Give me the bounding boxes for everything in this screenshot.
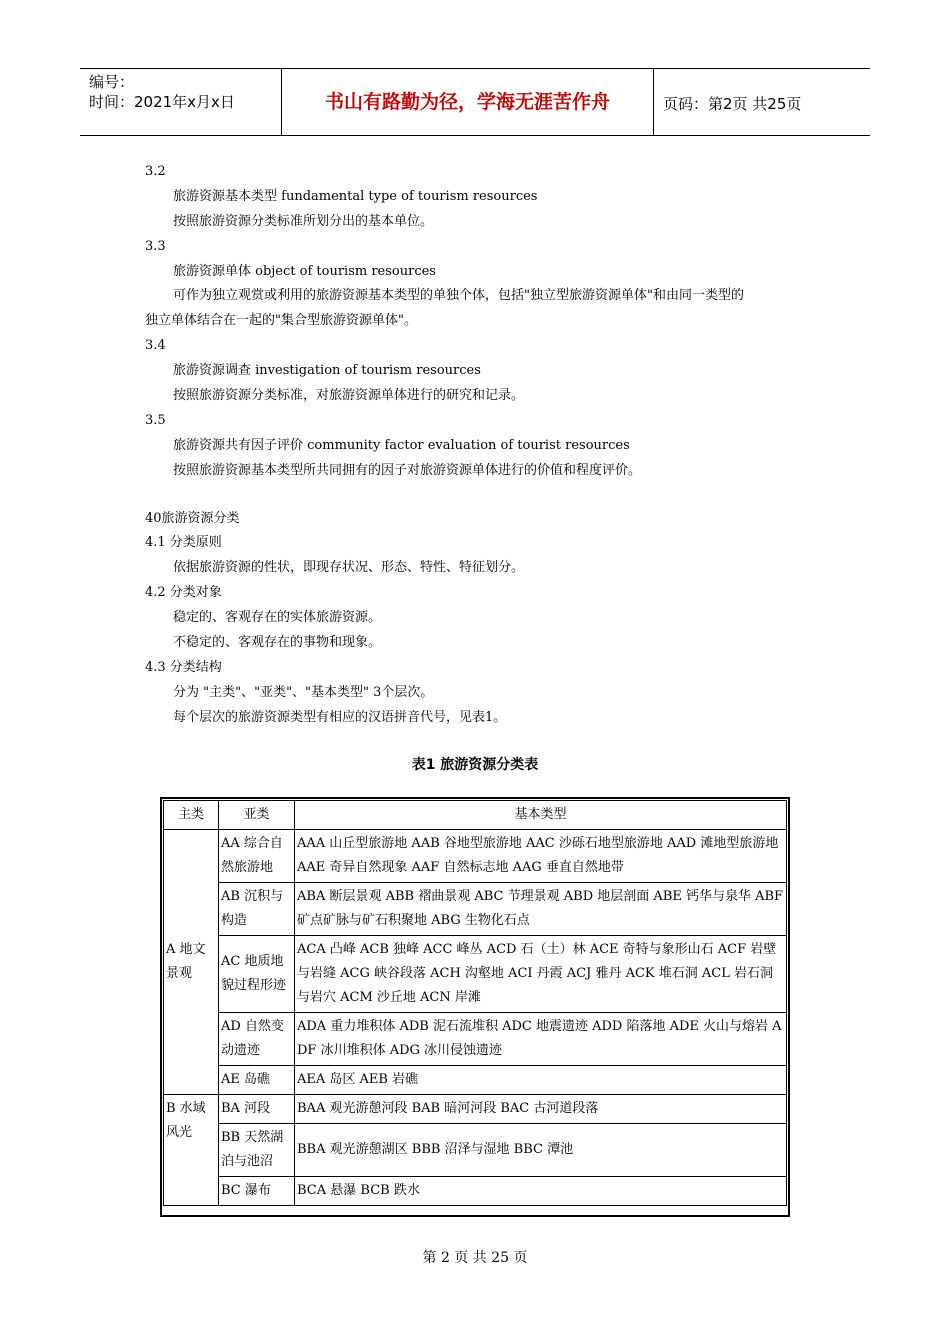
- table-row: [164, 1013, 787, 1066]
- table-row: [164, 830, 787, 883]
- basic-types-cell: ACA 凸峰 ACB 独峰 ACC 峰丛 ACD 石（土）林 ACE 奇特与象形山石 ACF 岩壁与岩缝 ACG 峡谷段落 ACH 沟壑地 ACI 丹霞 ACJ 雅丹 ACK 堆石洞 ACL 岩石洞与岩穴 ACM 沙丘地 ACN 岸滩: [295, 936, 787, 1013]
- section-number: 3.2: [145, 164, 166, 179]
- basic-types-cell: BCA 悬瀑 BCB 跌水: [295, 1177, 787, 1206]
- classification-table: [160, 797, 790, 1217]
- subsection-heading: 4.2 分类对象: [145, 585, 222, 600]
- page-footer: 第 2 页 共 25 页: [422, 1250, 528, 1266]
- paragraph: 按照旅游资源基本类型所共同拥有的因子对旅游资源单体进行的价值和程度评价。: [173, 463, 642, 478]
- paragraph: 按照旅游资源分类标准所划分出的基本单位。: [173, 214, 434, 229]
- paragraph: 不稳定的、客观存在的事物和现象。: [173, 635, 382, 650]
- basic-types-cell: BAA 观光游憩河段 BAB 暗河河段 BAC 古河道段落: [295, 1095, 787, 1124]
- paragraph: 稳定的、客观存在的实体旅游资源。: [173, 610, 382, 625]
- subcategory-cell: BC 瀑布: [219, 1177, 295, 1206]
- column-header: 亚类: [219, 801, 295, 830]
- term-heading: 旅游资源单体 object of tourism resources: [173, 264, 436, 279]
- main-category-cell: B 水域风光: [164, 1095, 219, 1206]
- term-heading: 旅游资源基本类型 fundamental type of tourism resources: [173, 189, 538, 204]
- subcategory-cell: AD 自然变动遗迹: [219, 1013, 295, 1066]
- subcategory-cell: AE 岛礁: [219, 1066, 295, 1095]
- table-row: [164, 1095, 787, 1124]
- table-row: [164, 1177, 787, 1206]
- basic-types-cell: AEA 岛区 AEB 岩礁: [295, 1066, 787, 1095]
- column-header: 主类: [164, 801, 219, 830]
- table-row: [164, 883, 787, 936]
- section-number: 3.5: [145, 413, 166, 428]
- subcategory-cell: BB 天然湖泊与池沼: [219, 1124, 295, 1177]
- subcategory-cell: AA 综合自然旅游地: [219, 830, 295, 883]
- subcategory-cell: AB 沉积与构造: [219, 883, 295, 936]
- paragraph: 独立单体结合在一起的"集合型旅游资源单体"。: [145, 313, 417, 328]
- paragraph: 分为 "主类"、"亚类"、"基本类型" 3个层次。: [173, 685, 434, 700]
- subcategory-cell: BA 河段: [219, 1095, 295, 1124]
- table-row: [164, 936, 787, 1013]
- section-number: 3.3: [145, 239, 166, 254]
- term-heading: 旅游资源共有因子评价 community factor evaluation of tourist resources: [173, 438, 630, 453]
- page-header: [80, 68, 870, 136]
- subcategory-cell: AC 地质地貌过程形迹: [219, 936, 295, 1013]
- basic-types-cell: BBA 观光游憩湖区 BBB 沼泽与湿地 BBC 潭池: [295, 1124, 787, 1177]
- table-row: [164, 1066, 787, 1095]
- paragraph: 按照旅游资源分类标准，对旅游资源单体进行的研究和记录。: [173, 388, 525, 403]
- basic-types-cell: ABA 断层景观 ABB 褶曲景观 ABC 节理景观 ABD 地层剖面 ABE 钙华与泉华 ABF 矿点矿脉与矿石积聚地 ABG 生物化石点: [295, 883, 787, 936]
- section-number: 3.4: [145, 338, 166, 353]
- paragraph: 每个层次的旅游资源类型有相应的汉语拼音代号，见表1。: [173, 710, 507, 725]
- subsection-heading: 4.3 分类结构: [145, 660, 222, 675]
- subsection-heading: 4.1 分类原则: [145, 535, 222, 550]
- table-caption: 表1 旅游资源分类表: [411, 757, 539, 773]
- basic-types-cell: ADA 重力堆积体 ADB 泥石流堆积 ADC 地震遗迹 ADD 陷落地 ADE 火山与熔岩 ADF 冰川堆积体 ADG 冰川侵蚀遗迹: [295, 1013, 787, 1066]
- paragraph: 依据旅游资源的性状，即现存状况、形态、特性、特征划分。: [173, 560, 525, 575]
- chapter-heading: 40旅游资源分类: [145, 511, 240, 526]
- main-category-cell: A 地文景观: [164, 830, 219, 1095]
- table-row: [164, 1124, 787, 1177]
- basic-types-cell: AAA 山丘型旅游地 AAB 谷地型旅游地 AAC 沙砾石地型旅游地 AAD 滩地型旅游地 AAE 奇异自然现象 AAF 自然标志地 AAG 垂直自然地带: [295, 830, 787, 883]
- header-page-info: 页码：第2页 共25页: [663, 95, 802, 113]
- column-header: 基本类型: [295, 801, 787, 830]
- paragraph: 可作为独立观赏或利用的旅游资源基本类型的单独个体，包括"独立型旅游资源单体"和由同一类型的: [173, 288, 744, 303]
- number-label: 编号：: [89, 73, 135, 91]
- time-label: 时间：2021年x月x日: [89, 93, 235, 111]
- header-meta: [80, 69, 282, 135]
- header-motto: 书山有路勤为径，学海无涯苦作舟: [282, 69, 654, 135]
- term-heading: 旅游资源调查 investigation of tourism resources: [173, 363, 481, 378]
